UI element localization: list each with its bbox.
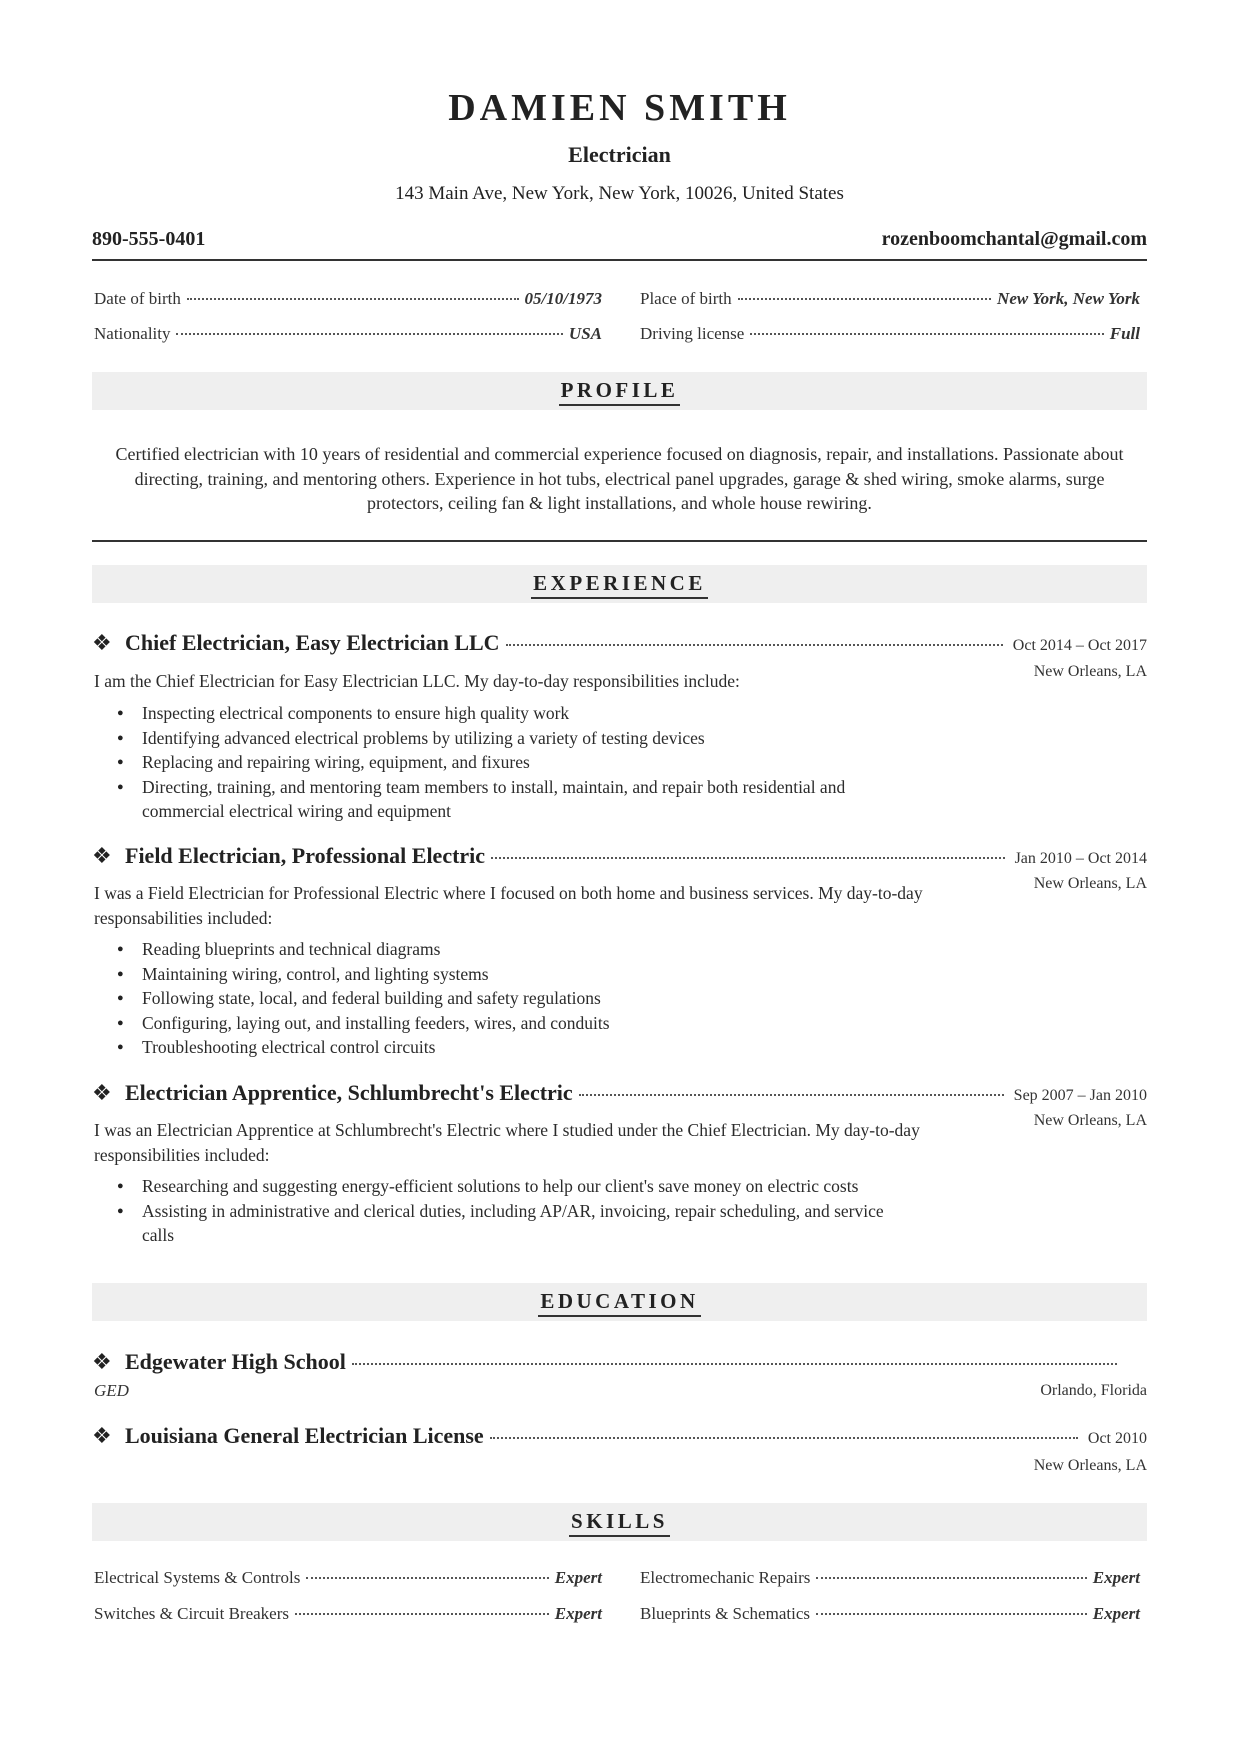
nationality-value: USA bbox=[568, 324, 602, 343]
date-range: Oct 2010 bbox=[1087, 1430, 1147, 1447]
date-range: Jan 2010 – Oct 2014 bbox=[1014, 850, 1147, 867]
location: New Orleans, LA bbox=[1033, 875, 1147, 892]
skill-row bbox=[94, 1568, 602, 1588]
school-name: Edgewater High School bbox=[125, 1349, 346, 1374]
location: New Orleans, LA bbox=[1033, 1457, 1147, 1474]
skill-name: Switches & Circuit Breakers bbox=[94, 1604, 289, 1623]
dob-label: Date of birth bbox=[94, 289, 181, 308]
four-diamond-icon: ❖ bbox=[92, 1423, 112, 1448]
skill-level: Expert bbox=[554, 1604, 602, 1623]
dot-leader bbox=[176, 333, 562, 335]
list-item: ● Reading blueprints and technical diagrams bbox=[116, 937, 916, 962]
dot-leader bbox=[750, 333, 1103, 335]
skill-row bbox=[640, 1604, 1140, 1624]
pob-label: Place of birth bbox=[640, 289, 732, 308]
experience-entry-header bbox=[92, 843, 1147, 869]
nationality-label: Nationality bbox=[94, 324, 171, 343]
experience-entry-header bbox=[92, 630, 1147, 656]
skill-row bbox=[640, 1568, 1140, 1588]
license-label: Driving license bbox=[640, 324, 745, 343]
date-range: Sep 2007 – Jan 2010 bbox=[1013, 1087, 1147, 1104]
skill-name: Electrical Systems & Controls bbox=[94, 1568, 301, 1587]
license-row bbox=[640, 324, 1140, 344]
four-diamond-icon: ❖ bbox=[92, 1080, 112, 1105]
dot-leader bbox=[352, 1363, 1117, 1365]
position-description: I was a Field Electrician for Professional Electric where I focused on both home and business services. My day-to-day responsabilities included: bbox=[94, 883, 923, 928]
dob-value: 05/10/1973 bbox=[524, 289, 602, 308]
education-entry-header bbox=[92, 1349, 1147, 1375]
responsibility-list bbox=[116, 1174, 916, 1248]
list-item: ● Following state, local, and federal building and safety regulations bbox=[116, 986, 916, 1011]
list-item: ● Inspecting electrical components to ensure high quality work bbox=[116, 701, 916, 726]
section-header-experience bbox=[92, 565, 1147, 603]
dot-leader bbox=[306, 1577, 548, 1579]
list-item: ● Configuring, laying out, and installing feeders, wires, and conduits bbox=[116, 1011, 916, 1036]
section-title: EXPERIENCE bbox=[531, 571, 708, 599]
list-item: ● Researching and suggesting energy-efficient solutions to help our client's save money on electric costs bbox=[116, 1174, 916, 1199]
phone-number: 890-555-0401 bbox=[92, 228, 206, 250]
degree: GED bbox=[94, 1381, 129, 1400]
section-header-education bbox=[92, 1283, 1147, 1321]
section-title: SKILLS bbox=[569, 1509, 670, 1537]
license-name: Louisiana General Electrician License bbox=[125, 1423, 484, 1448]
license-value: Full bbox=[1109, 324, 1140, 343]
location: New Orleans, LA bbox=[1033, 663, 1147, 680]
location: New Orleans, LA bbox=[1033, 1112, 1147, 1129]
profile-divider bbox=[92, 540, 1147, 542]
responsibility-list bbox=[116, 937, 916, 1060]
section-title: PROFILE bbox=[559, 378, 681, 406]
list-item: ● Maintaining wiring, control, and lighting systems bbox=[116, 962, 916, 987]
skill-name: Electromechanic Repairs bbox=[640, 1568, 811, 1587]
email-address: rozenboomchantal@gmail.com bbox=[881, 228, 1147, 250]
dot-leader bbox=[187, 298, 519, 300]
skill-level: Expert bbox=[554, 1568, 602, 1587]
nationality-row bbox=[94, 324, 602, 344]
position-description: I am the Chief Electrician for Easy Electrician LLC. My day-to-day responsibilities include: bbox=[94, 671, 740, 691]
section-title: EDUCATION bbox=[538, 1289, 700, 1317]
list-item: ● Replacing and repairing wiring, equipment, and fixures bbox=[116, 750, 916, 775]
pob-row bbox=[640, 289, 1140, 309]
header-divider bbox=[92, 259, 1147, 261]
dot-leader bbox=[816, 1613, 1087, 1615]
address: 143 Main Ave, New York, New York, 10026, United States bbox=[395, 183, 844, 204]
skill-row bbox=[94, 1604, 602, 1624]
experience-entry-header bbox=[92, 1080, 1147, 1106]
position-title: Chief Electrician, Easy Electrician LLC bbox=[125, 630, 500, 655]
list-item: ● Directing, training, and mentoring team members to install, maintain, and repair both residential and commercial electrical wiring and equipment bbox=[116, 775, 916, 824]
dob-row bbox=[94, 289, 602, 309]
dot-leader bbox=[738, 298, 991, 300]
responsibility-list bbox=[116, 701, 916, 824]
list-item: ● Assisting in administrative and clerical duties, including AP/AR, invoicing, repair scheduling, and service calls bbox=[116, 1199, 916, 1248]
position-description: I was an Electrician Apprentice at Schlumbrecht's Electric where I studied under the Chief Electrician. My day-to-day responsibilities included: bbox=[94, 1120, 920, 1165]
list-item: ● Identifying advanced electrical problems by utilizing a variety of testing devices bbox=[116, 726, 916, 751]
candidate-name: DAMIEN SMITH bbox=[448, 87, 791, 129]
job-title: Electrician bbox=[568, 142, 671, 167]
four-diamond-icon: ❖ bbox=[92, 843, 112, 868]
skill-level: Expert bbox=[1092, 1604, 1140, 1623]
position-title: Field Electrician, Professional Electric bbox=[125, 843, 486, 868]
dot-leader bbox=[491, 857, 1005, 859]
skill-level: Expert bbox=[1092, 1568, 1140, 1587]
education-entry-header bbox=[92, 1423, 1147, 1449]
location: Orlando, Florida bbox=[1040, 1382, 1147, 1399]
skill-name: Blueprints & Schematics bbox=[640, 1604, 810, 1623]
dot-leader bbox=[295, 1613, 549, 1615]
date-range: Oct 2014 – Oct 2017 bbox=[1012, 637, 1147, 654]
four-diamond-icon: ❖ bbox=[92, 1349, 112, 1374]
resume-page bbox=[92, 0, 1147, 1754]
dot-leader bbox=[816, 1577, 1086, 1579]
dot-leader bbox=[506, 644, 1003, 646]
position-title: Electrician Apprentice, Schlumbrecht's Electric bbox=[125, 1080, 573, 1105]
dot-leader bbox=[579, 1094, 1004, 1096]
section-header-skills bbox=[92, 1503, 1147, 1541]
dot-leader bbox=[490, 1437, 1078, 1439]
four-diamond-icon: ❖ bbox=[92, 630, 112, 655]
pob-value: New York, New York bbox=[997, 289, 1140, 308]
profile-summary: Certified electrician with 10 years of residential and commercial experience focused on diagnosis, repair, and installations. Passionate about directing, training, and mentoring others. Experience in hot tubs, electrical panel upgrades, garage & shed wiring, smoke alarms, surge protectors, ceiling fan & light installations, and whole house rewiring. bbox=[115, 444, 1124, 513]
list-item: ● Troubleshooting electrical control circuits bbox=[116, 1035, 916, 1060]
section-header-profile bbox=[92, 372, 1147, 410]
